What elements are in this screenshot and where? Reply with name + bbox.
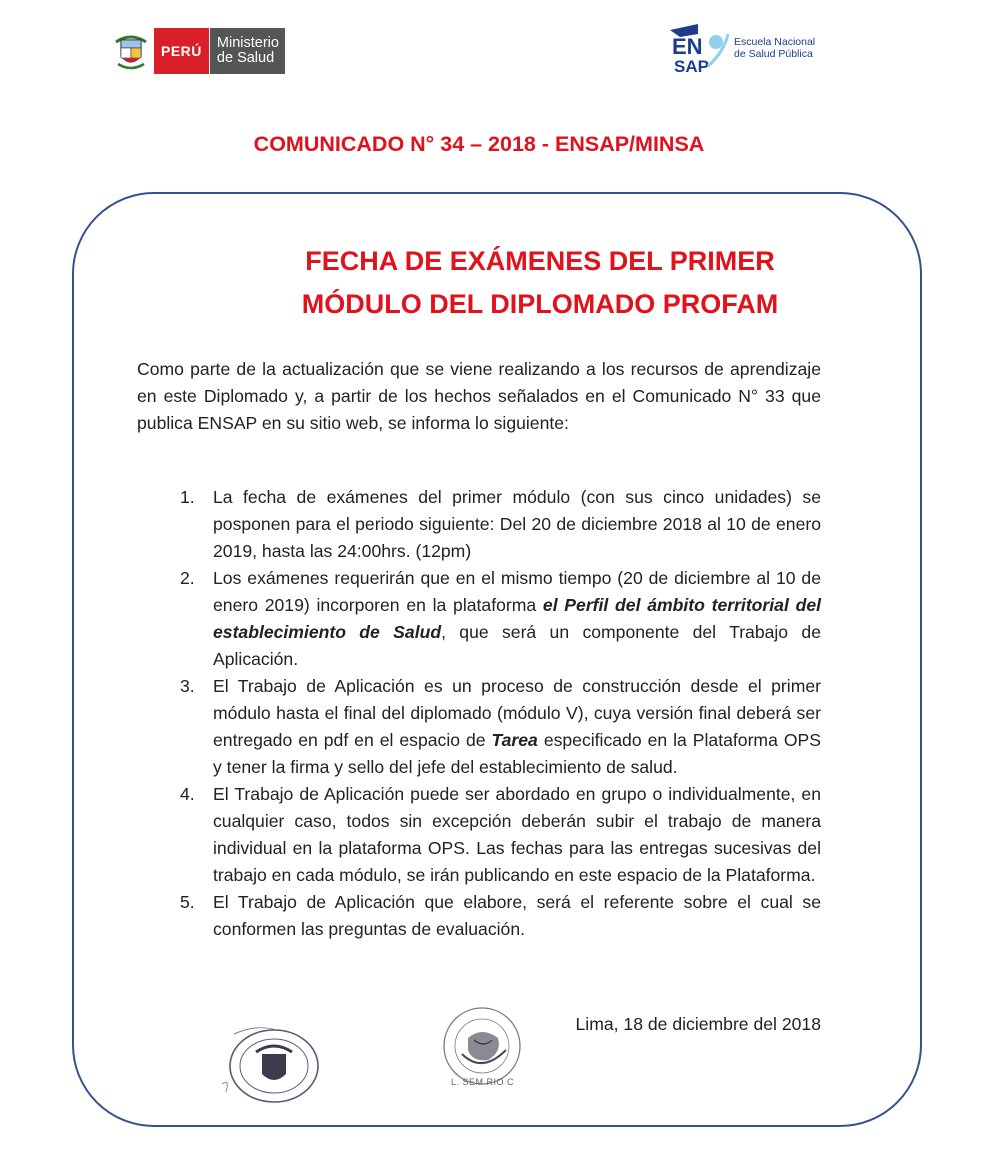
svg-text:SAP: SAP <box>674 57 709 74</box>
ministerio-label <box>209 28 285 74</box>
ensap-logo-icon <box>668 22 732 74</box>
list-item <box>180 889 821 943</box>
numbered-list <box>180 484 821 943</box>
list-item <box>180 673 821 781</box>
list-item-text-part: El Trabajo de Aplicación es un proceso de construcción desde el primer módulo hasta el final del diplomado (módulo V), cuya versión final deberá ser entregado en pdf en el espacio de <box>213 676 821 750</box>
ensap-logo <box>668 22 815 74</box>
ministerio-line2: de Salud <box>216 50 275 66</box>
ensap-line1: Escuela Nacional <box>734 36 816 48</box>
list-item-text: La fecha de exámenes del primer módulo (con sus cinco unidades) se posponen para el periodo siguiente: Del 20 de diciembre 2018 al 10 de enero 2019, hasta las 24:00hrs. (12pm) <box>213 487 821 561</box>
list-item-number: 5. <box>180 892 195 912</box>
list-item-text-part: especificado en la Plataforma OPS y tener la firma y sello del jefe del establecimiento de salud. <box>213 730 821 777</box>
list-item-text: El Trabajo de Aplicación puede ser abordado en grupo o individualmente, en cualquier caso, todos sin excepción deberán subir el trabajo de manera individual en la plataforma OPS. Las fechas para las entregas sucesivas del trabajo en cada módulo, se irán publicando en este espacio de la Plataforma. <box>213 784 821 885</box>
page-header <box>0 0 1000 90</box>
document-title <box>100 240 980 326</box>
ministerio-line1: Ministerio <box>216 35 279 51</box>
list-item-text <box>213 565 821 673</box>
intro-paragraph: Como parte de la actualización que se viene realizando a los recursos de aprendizaje en este Diplomado y, a partir de los hechos señalados en el Comunicado N° 33 que publica ENSAP en su sitio web, se informa lo siguiente: <box>137 359 821 433</box>
title-line2: MÓDULO DEL DIPLOMADO PROFAM <box>301 289 779 319</box>
title-line1: FECHA DE EXÁMENES DEL PRIMER <box>305 246 775 276</box>
list-item <box>180 781 821 889</box>
svg-text:EN: EN <box>672 34 703 59</box>
ministry-stamp-icon <box>216 1022 326 1108</box>
list-item-number: 4. <box>180 784 195 804</box>
ensap-line2: de Salud Pública <box>734 48 813 60</box>
peru-label: PERÚ <box>154 28 209 74</box>
list-item <box>180 565 821 673</box>
list-item-text <box>213 673 821 781</box>
list-item-text-part: , que será un componente del Trabajo de Aplicación. <box>213 622 821 669</box>
stamp-caption: L. SEM RIO C <box>451 1077 515 1087</box>
list-item-number: 1. <box>180 487 195 507</box>
peru-coat-of-arms-icon <box>112 30 150 72</box>
list-item-text-part: Los exámenes requerirán que en el mismo tiempo (20 de diciembre al 10 de enero 2019) incorporen en la plataforma <box>213 568 821 615</box>
list-item-emphasis: Tarea <box>491 730 538 750</box>
ensap-name <box>734 36 815 60</box>
place-date: Lima, 18 de diciembre del 2018 <box>575 1014 821 1034</box>
minsa-logo <box>112 28 285 74</box>
comunicado-heading: COMUNICADO N° 34 – 2018 - ENSAP/MINSA <box>253 132 705 156</box>
list-item-text: El Trabajo de Aplicación que elabore, será el referente sobre el cual se conformen las preguntas de evaluación. <box>213 892 821 939</box>
list-item-emphasis: el Perfil del ámbito territorial del establecimiento de Salud <box>213 595 821 642</box>
list-item-number: 3. <box>180 676 195 696</box>
list-item-number: 2. <box>180 568 195 588</box>
list-item <box>180 484 821 565</box>
